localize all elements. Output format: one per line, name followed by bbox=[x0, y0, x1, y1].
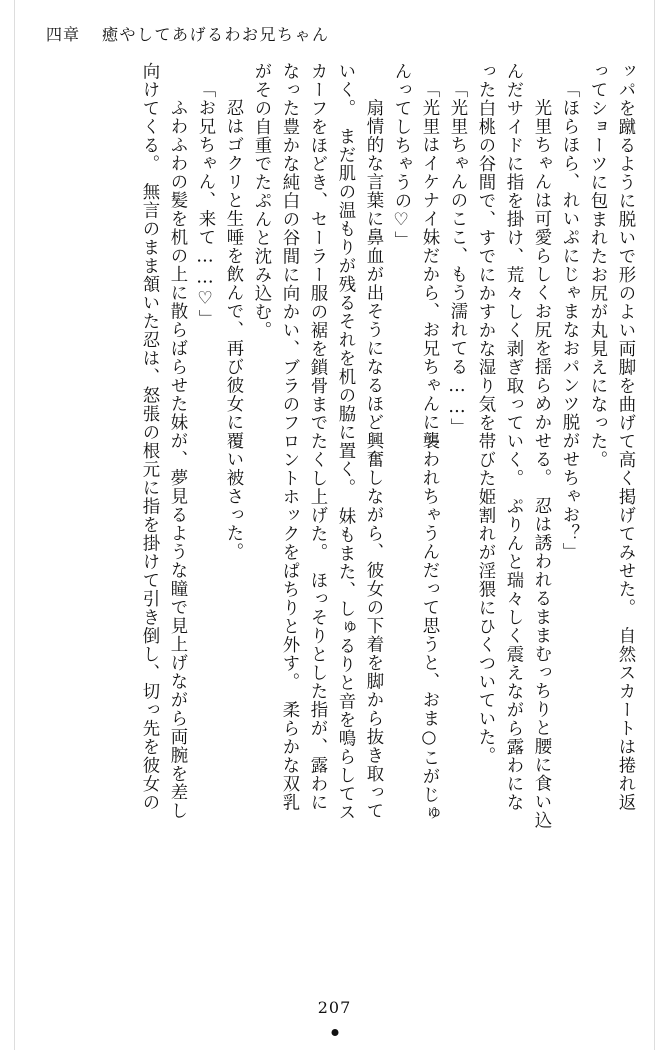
text-column: 「光里ちゃんのここ、もう濡れてる……」 bbox=[447, 80, 467, 437]
text-column: んだサイドに指を掛け、荒々しく剥ぎ取っていく。 ぷりんと瑞々しく震えながら露わにな bbox=[503, 62, 523, 812]
text-column: なった豊かな純白の谷間に向かい、ブラのフロントホックをぱちりと外す。 柔らかな双乳 bbox=[279, 62, 299, 812]
text-column: 「お兄ちゃん、来て……♡」 bbox=[195, 80, 215, 329]
page-right-rule bbox=[654, 0, 655, 1050]
text-column: 光里ちゃんは可愛らしくお尻を揺らめかせる。 忍は誘われるままむっちりと腰に食い込 bbox=[531, 80, 551, 830]
text-column: ってショーツに包まれたお尻が丸見えになった。 bbox=[587, 62, 607, 469]
page-number: 207 bbox=[317, 998, 352, 1017]
text-column: 扇情的な言葉に鼻血が出そうになるほど興奮しながら、彼女の下着を脚から抜き取って bbox=[363, 80, 383, 820]
text-column: 忍はゴクリと生唾を飲んで、再び彼女に覆い被さった。 bbox=[223, 80, 243, 561]
page-footer-dot bbox=[331, 1029, 338, 1036]
page-left-rule bbox=[14, 0, 15, 1050]
running-header bbox=[46, 22, 623, 45]
text-column: がその自重でたぷんと沈み込む。 bbox=[251, 62, 271, 340]
text-column: いく。 まだ肌の温もりが残るそれを机の脇に置く。 妹もまた、しゅるりと音を鳴らしてス bbox=[335, 62, 355, 822]
body-text bbox=[36, 62, 633, 972]
text-column: った白桃の谷間で、すでにかすかな湿り気を帯びた姫割れが淫猥にひくついていた。 bbox=[475, 62, 495, 765]
text-column: ッパを蹴るように脱いで形のよい両脚を曲げて高く掲げてみせた。 自然スカートは捲れ返 bbox=[615, 62, 635, 812]
text-column: 「ほらほら、れいぷにじゃまなおパンツ脱がせちゃお？」 bbox=[559, 80, 579, 561]
text-column: カーフをほどき、セーラー服の裾を鎖骨までたくし上げた。 ほっそりとした指が、露わに bbox=[307, 62, 327, 812]
text-column: んってしちゃうの♡」 bbox=[391, 62, 411, 250]
text-column: 「光里はイケナイ妹だから、お兄ちゃんに襲われちゃうんだって思うと、おま○こがじゅ bbox=[419, 80, 439, 823]
text-column: ふわふわの髪を机の上に散らばらせた妹が、夢見るような瞳で見上げながら両腕を差し bbox=[167, 80, 187, 820]
text-column: 向けてくる。 無言のまま頷いた忍は、怒張の根元に指を掛けて引き倒し、切っ先を彼女の bbox=[139, 62, 159, 812]
chapter-number: 四章 bbox=[46, 25, 81, 44]
chapter-title: 癒やしてあげるわお兄ちゃん bbox=[102, 25, 330, 44]
